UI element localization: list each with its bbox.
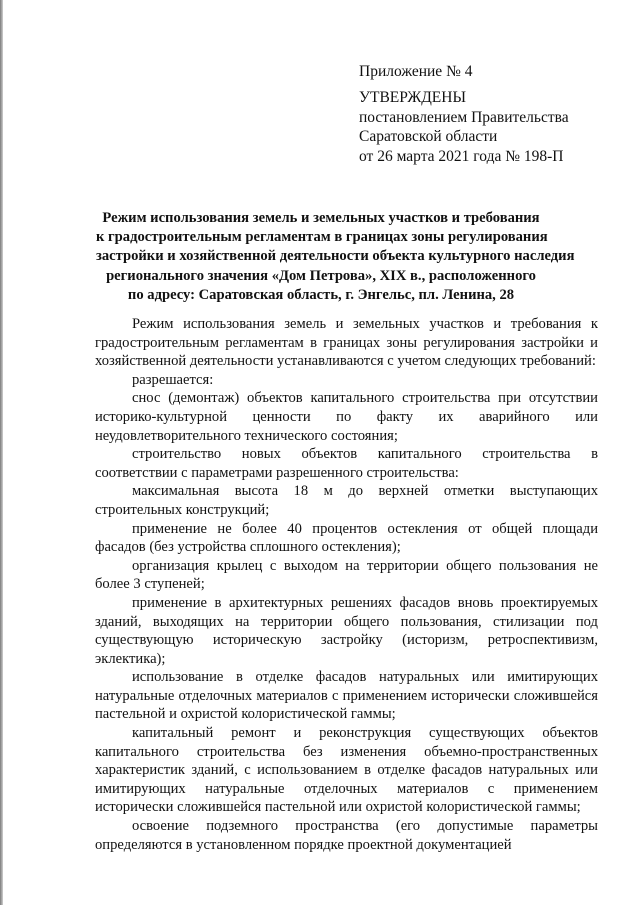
paragraph-facade-materials: использование в отделке фасадов натуральных или имитирующих натуральные отделочных материалов с применением исторически сложившейся пастельной и охристой колористической гаммы; [95,669,598,723]
paragraph-underground: освоение подземного пространства (его допустимые параметры определяются в установленном порядке проектной документацией [95,818,598,853]
title-line-4: регионального значения «Дом Петрова», XIX в., расположенного [106,267,536,284]
title-line-5: по адресу: Саратовская область, г. Энгельс, пл. Ленина, 28 [127,286,515,303]
document-title [96,209,575,305]
document-body [95,315,598,854]
paragraph-demolition: снос (демонтаж) объектов капитального строительства при отсутствии историко-культурной ценности по факту их аварийного или неудовлетворительного технического состояния; [95,390,598,444]
paragraph-allowed: разрешается: [132,371,214,388]
title-line-3: застройки и хозяйственной деятельности объекта культурного наследия [96,248,575,265]
paragraph-new-construction: строительство новых объектов капитального строительства в соответствии с параметрами разрешенного строительства: [95,446,598,481]
appendix-number: Приложение № 4 [359,63,473,80]
title-line-2: к градостроительным регламентам в границах зоны регулирования [96,229,548,246]
scan-edge [0,0,3,905]
paragraph-intro: Режим использования земель и земельных участков и требования к градостроительным регламентам в границах зоны регулирования застройки и хозяйственной деятельности устанавливаются с учетом следующих требований: [95,316,598,370]
paragraph-glazing: применение не более 40 процентов остекления от общей площади фасадов (без устройства сплошного остекления); [95,520,598,556]
approval-line-3: от 26 марта 2021 года № 198-П [359,147,564,165]
paragraph-max-height: максимальная высота 18 м до верхней отметки выступающих строительных конструкций; [95,483,598,518]
paragraph-porches: организация крылец с выходом на территории общего пользования не более 3 ступеней; [95,557,598,593]
approval-line-1: постановлением Правительства [359,108,569,126]
paragraph-renovation: капитальный ремонт и реконструкция существующих объектов капитального строительства без изменения объемно-пространственных характеристик зданий, с использованием в отделке фасадов натуральных или имитирующих натуральные отделочных материалов с применением исторически сложившейся пастельной или охристой колористической гаммы; [95,725,598,816]
paragraph-facade-style: применение в архитектурных решениях фасадов вновь проектируемых зданий, выходящих на территории общего пользования, стилизации под существующую историческую застройку (историзм, ретроспективизм, эклектика); [95,594,598,667]
title-line-1: Режим использования земель и земельных участков и требования [102,210,540,226]
approval-line-2: Саратовской области [359,128,498,145]
approval-block [359,88,569,166]
approval-heading: УТВЕРЖДЕНЫ [359,89,466,106]
